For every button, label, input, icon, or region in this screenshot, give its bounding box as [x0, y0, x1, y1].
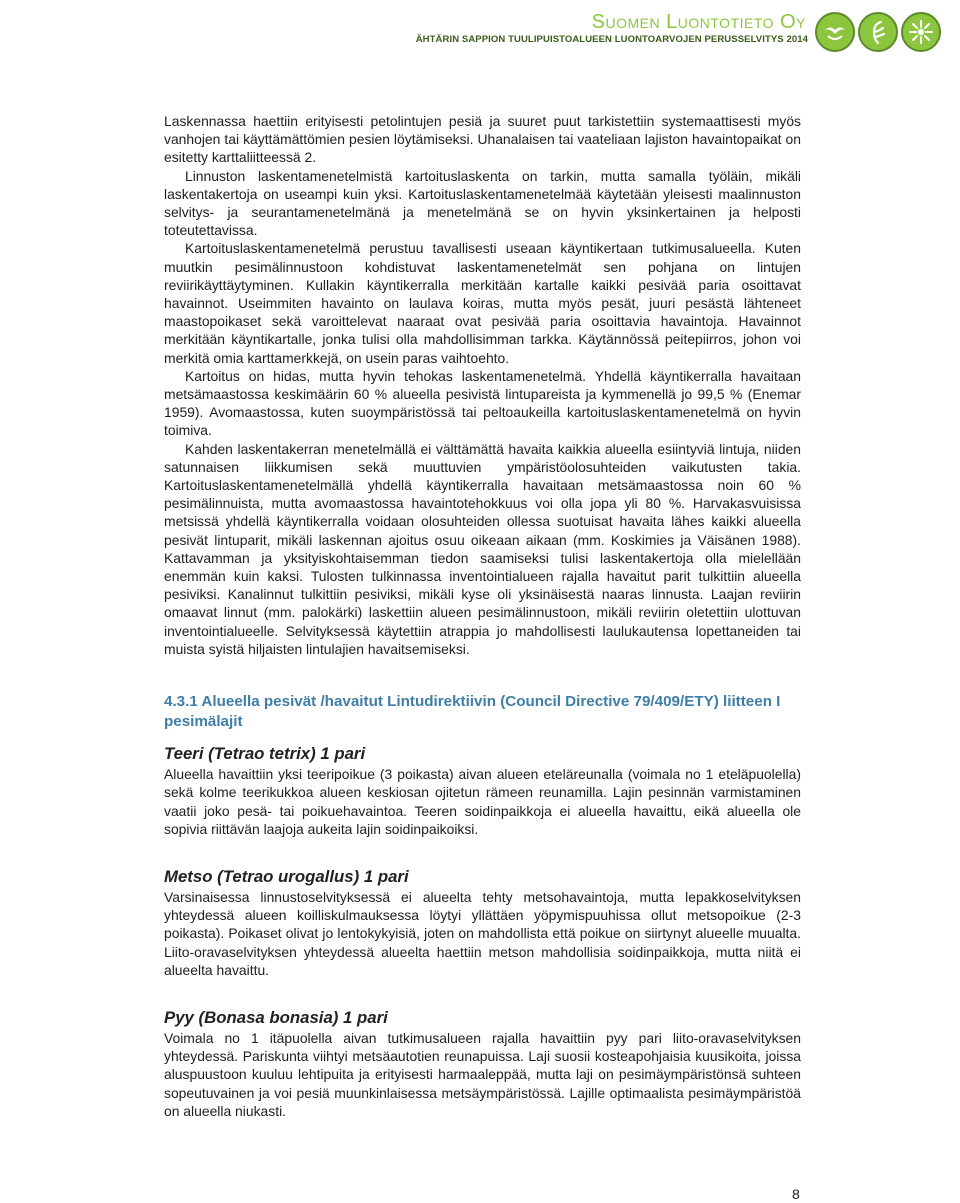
paragraph-methods-intro: Linnuston laskentamenetelmistä kartoituslaskenta on tarkin, mutta samalla työläin, mikäli laskentakertoja on useampi kuin yksi. Kartoituslaskentamenetelmää käytetään yleisesti maalinnuston selvitys- ja seurantamenetelmänä ja menetelmänä se on hyvin yksinkertainen ja helposti toteutettavissa.: [164, 167, 801, 239]
paragraph-two-visit-method: Kahden laskentakerran menetelmällä ei välttämättä havaita kaikkia alueella esiintyviä lintuja, niiden satunnaisen liikkumisen sekä muuttuvien ympäristöolosuhteiden vaikutusten takia. Kartoituslaskentamenetelmällä yhdellä käyntikerralla havaitaan metsämaastossa noin 60 % pesimälinnuista, mutta avomaastossa havaintotehokkuus voi olla jopa yli 80 %. Harvakasvuisissa metsissä yhdellä käyntikerralla voidaan olosuhteiden ollessa suotuisat havaita lähes kaikki alueella pesivät lintuparit, mikäli laskennan ajoitus osuu oikeaan aikaan (mm. Koskimies ja Väisänen 1988). Kattavamman ja yksityiskohtaisemman tiedon saamiseksi tulisi laskentakertoja olla mielellään enemmän kuin kaksi. Tulosten tulkinnassa inventointialueen rajalla havaitut parit tulkittiin alueella pesiviksi. Kanalinnut tulkittiin pesiviksi, mikäli kyse oli yksinäisestä naaras linnusta. Laajan reviirin omaavat linnut (mm. palokärki) laskettiin alueen pesimälinnustoon, mikäli reviirin oletettiin ulottuvan inventointialueelle. Selvityksessä käytettiin atrappia jo mahdollisesti laulukautensa lopettaneiden tai muista syistä hiljaisten lintulajien havaitsemiseksi.: [164, 440, 801, 657]
section-heading: 4.3.1 Alueella pesivät /havaitut Lintudirektiivin (Council Directive 79/409/ETY) liitteen I pesimälajit: [164, 693, 781, 730]
report-body: [164, 112, 801, 1120]
report-subtitle: ÄHTÄRIN SAPPION TUULIPUISTOALUEEN LUONTOARVOJEN PERUSSELVITYS 2014: [415, 34, 808, 45]
paragraph-mapping-method: Kartoituslaskentamenetelmä perustuu tavallisesti useaan käyntikertaan tutkimusalueella. Kuten muutkin pesimälinnustoon kohdistuvat laskentamenetelmät sen pohjana on lintujen reviirikäyttäytyminen. Kullakin käyntikerralla merkitään kartalle kaikki pesivää paria osoittavat havainnot. Useimmiten havainto on laulava koiras, mutta myös pesät, juuri pesästä lähteneet maastopoikaset sekä varoittelevat naaraat ovat pesivää paria osoittavia havaintoja. Havainnot merkitään käyntikartalle, jonka tulisi olla mahdollisimman tarkka. Käytännössä peitepiirros, johon voi merkitä omia karttamerkkejä, on usein paras vaihtoehto.: [164, 240, 801, 366]
bird-logo-icon: [815, 12, 855, 52]
species-heading-pyy: Pyy (Bonasa bonasia) 1 pari: [164, 1007, 388, 1027]
paragraph-mapping-efficiency: Kartoitus on hidas, mutta hyvin tehokas laskentamenetelmä. Yhdellä käyntikerralla havaitaan metsämaastossa keskimäärin 60 % alueella pesivistä lintupareista ja kymmenellä jo 99,5 % (Enemar 1959). Avomaastossa, kuten suoympäristössä tai peltoaukeilla kartoituslaskentamenetelmä on hyvin toimiva.: [164, 367, 801, 439]
flower-logo-icon: [901, 12, 941, 52]
paragraph-survey-nests: Laskennassa haettiin erityisesti petolintujen pesiä ja suuret puut tarkistettiin systemaattisesti myös vanhojen tai käyttämättömien pesien löytämiseksi. Uhanalaisen tai vaateliaan lajiston havaintopaikat on esitetty karttaliitteessä 2.: [164, 113, 801, 166]
species-heading-metso: Metso (Tetrao urogallus) 1 pari: [164, 866, 409, 886]
species-text-metso: Varsinaisessa linnustoselvityksessä ei alueelta tehty metsohavaintoja, mutta lepakkoselvityksen yhteydessä alueen koilliskulmauksessa löytyi yllättäen yöpymispuuhissa ollut metsopoikue (2-3 poikasta). Poikaset olivat jo lentokykyisiä, joten on mahdollista että poikue on siirtynyt alueelle muualta. Liito-oravaselvityksen yhteydessä alueelta haettiin metson mahdollisia soidinpaikkoja, mutta niitä ei alueelta havaittu.: [164, 888, 801, 978]
page-number: 8: [792, 1186, 800, 1202]
logo-group: [815, 12, 943, 52]
company-name: Suomen Luontotieto Oy: [591, 11, 806, 33]
species-heading-teeri: Teeri (Tetrao tetrix) 1 pari: [164, 744, 366, 764]
page-header: [0, 0, 960, 56]
leaf-logo-icon: [858, 12, 898, 52]
species-text-pyy: Voimala no 1 itäpuolella aivan tutkimusalueen rajalla havaittiin pyy pari liito-oravaselvityksen yhteydessä. Pariskunta viihtyi metsäautotien reunapuissa. Laji suosii kosteapohjaisia kuusikoita, joissa aluspuustoon kuuluu lehtipuita ja erityisesti harmaaleppää, mutta laji on pesimäympäristönsä suhteen sopeutuvainen ja voi pesiä muunkinlaisessa metsäympäristössä. Lajille optimaalista pesimäympäristöä on alueella niukasti.: [164, 1029, 801, 1119]
species-text-teeri: Alueella havaittiin yksi teeripoikue (3 poikasta) aivan alueen eteläreunalla (voimala no 1 eteläpuolella) sekä kolme teerikukkoa alueen keskiosan ojitetun rämeen reunamilla. Lajin pesinnän varmistaminen vaatii joko pesä- tai poikuehavaintoa. Teeren soidinpaikkoja ei alueella havaittu, eikä alueella ole sopivia riittävän laajoja aukeita lajin soidinpaikoiksi.: [164, 766, 801, 837]
